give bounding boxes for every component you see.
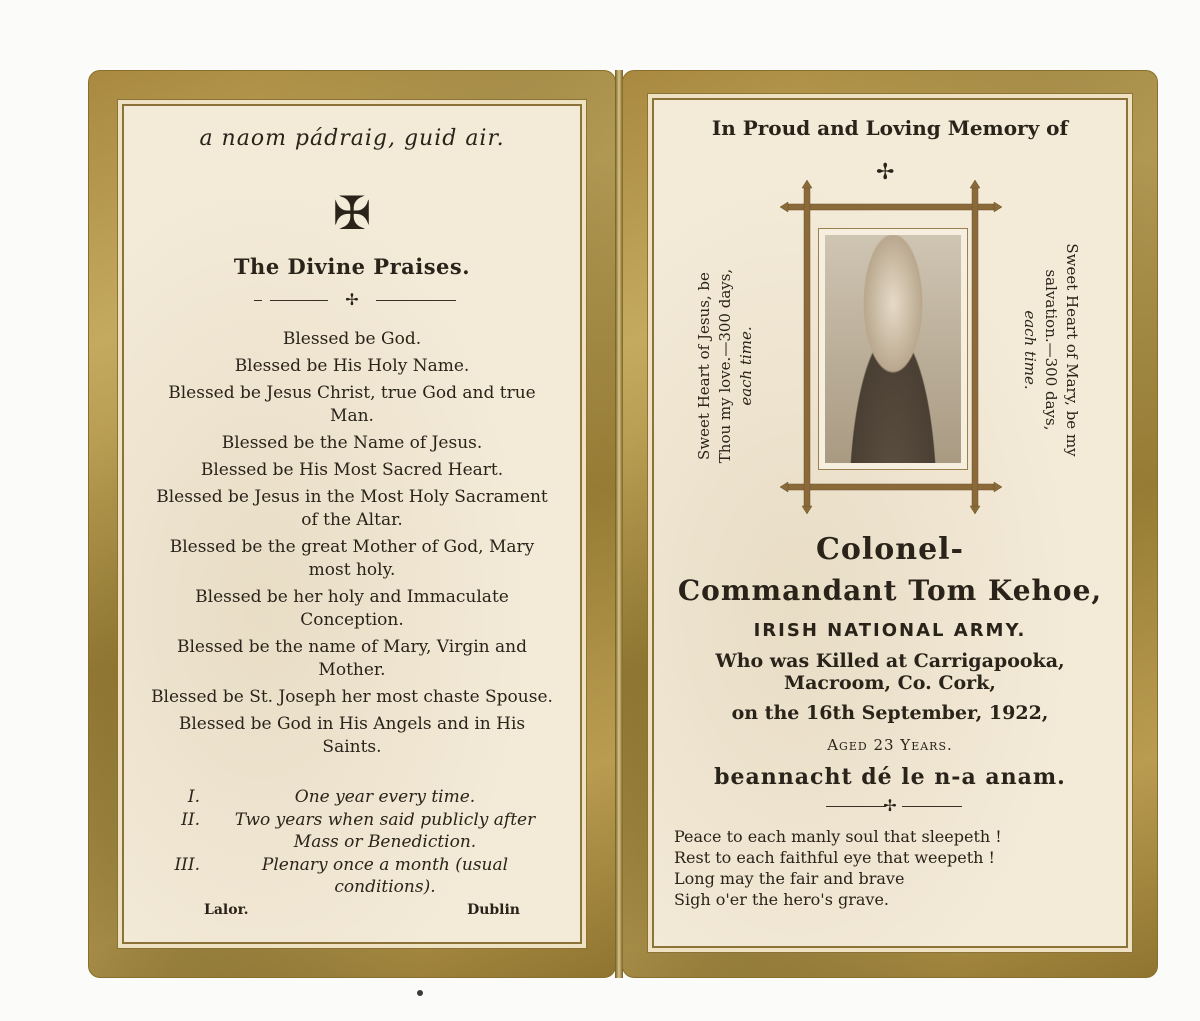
- prayer-line: each time.: [737, 326, 755, 406]
- right-vertical-prayer: [1019, 200, 1082, 500]
- indulgence-item: [154, 854, 560, 898]
- memory-title: In Proud and Loving Memory of: [711, 116, 1069, 140]
- small-cross-icon: ✢: [345, 290, 359, 309]
- indulgence-text: Plenary once a month (usual conditions).: [261, 855, 509, 897]
- indulgence-number: III.: [174, 855, 200, 875]
- indulgence-text: Two years when said publicly after Mass or Benediction.: [234, 810, 536, 852]
- indulgence-item: [154, 809, 560, 853]
- praise-line: Blessed be St. Joseph her most chaste Spouse.: [151, 687, 553, 707]
- right-card-inner: [652, 98, 1128, 948]
- printer-line: [204, 902, 520, 918]
- praise-line: Blessed be God.: [282, 329, 422, 349]
- small-cross-icon: ✢: [876, 160, 895, 185]
- divider: [124, 292, 580, 308]
- killed-line: Macroom, Co. Cork,: [784, 672, 996, 694]
- indulgence-item: [154, 786, 560, 808]
- killed-text: [654, 650, 1126, 694]
- praise-line: Blessed be her holy and Immaculate Conception.: [195, 587, 509, 630]
- irish-title: a naom pádraig, guid air.: [199, 126, 505, 151]
- poem-line: Peace to each manly soul that sleepeth !: [674, 827, 1002, 846]
- poem-line: Sigh o'er the hero's grave.: [674, 890, 890, 909]
- poem-line: Rest to each faithful eye that weepeth !: [674, 848, 995, 867]
- small-cross-icon: ✢: [883, 796, 897, 815]
- poem-line: Long may the fair and brave: [674, 869, 905, 888]
- praise-line: Blessed be God in His Angels and in His Saints.: [178, 714, 526, 757]
- indulgence-number: II.: [181, 810, 200, 830]
- indulgence-text: One year every time.: [294, 787, 476, 807]
- ink-dot: [417, 990, 423, 996]
- prayer-line: Thou my love.—300 days,: [716, 268, 734, 464]
- army-line: IRISH NATIONAL ARMY.: [753, 620, 1027, 641]
- prayer-line: salvation.—300 days,: [1042, 269, 1060, 431]
- praise-line: Blessed be His Holy Name.: [234, 356, 470, 376]
- prayer-line: Sweet Heart of Mary, be my: [1063, 243, 1081, 457]
- portrait-photo: [818, 228, 968, 470]
- name-line: Commandant Tom Kehoe,: [677, 574, 1103, 607]
- prayer-line: Sweet Heart of Jesus, be: [695, 272, 713, 460]
- irish-blessing: beannacht dé le n-a anam.: [714, 764, 1066, 790]
- prayer-line: each time.: [1021, 310, 1039, 390]
- poem: [674, 826, 1116, 910]
- printer-city: Dublin: [467, 902, 520, 918]
- killed-line: Who was Killed at Carrigapooka,: [715, 650, 1065, 672]
- portrait-image: [825, 235, 961, 463]
- date-line: on the 16th September, 1922,: [731, 702, 1049, 724]
- left-card: [88, 70, 616, 978]
- indulgences-list: [154, 786, 560, 899]
- right-card: [622, 70, 1158, 978]
- praise-line: Blessed be the Name of Jesus.: [221, 433, 483, 453]
- rank-line: Colonel-: [815, 532, 965, 567]
- praise-line: Blessed be Jesus in the Most Holy Sacrament of the Altar.: [156, 487, 548, 530]
- praise-line: Blessed be Jesus Christ, true God and true Man.: [168, 383, 536, 426]
- printer-name: Lalor.: [204, 902, 249, 918]
- praise-line: Blessed be the name of Mary, Virgin and Mother.: [177, 637, 527, 680]
- cross-icon: ✠: [332, 186, 372, 240]
- aged-line: Aged 23 Years.: [827, 736, 953, 754]
- divine-praises-heading: The Divine Praises.: [233, 254, 471, 279]
- divider: [654, 798, 1126, 816]
- left-vertical-prayer: [694, 216, 757, 516]
- left-card-inner: [122, 104, 582, 944]
- praise-line: Blessed be the great Mother of God, Mary most holy.: [169, 537, 535, 580]
- indulgence-number: I.: [187, 787, 200, 807]
- praises-list: [148, 328, 556, 763]
- praise-line: Blessed be His Most Sacred Heart.: [200, 460, 504, 480]
